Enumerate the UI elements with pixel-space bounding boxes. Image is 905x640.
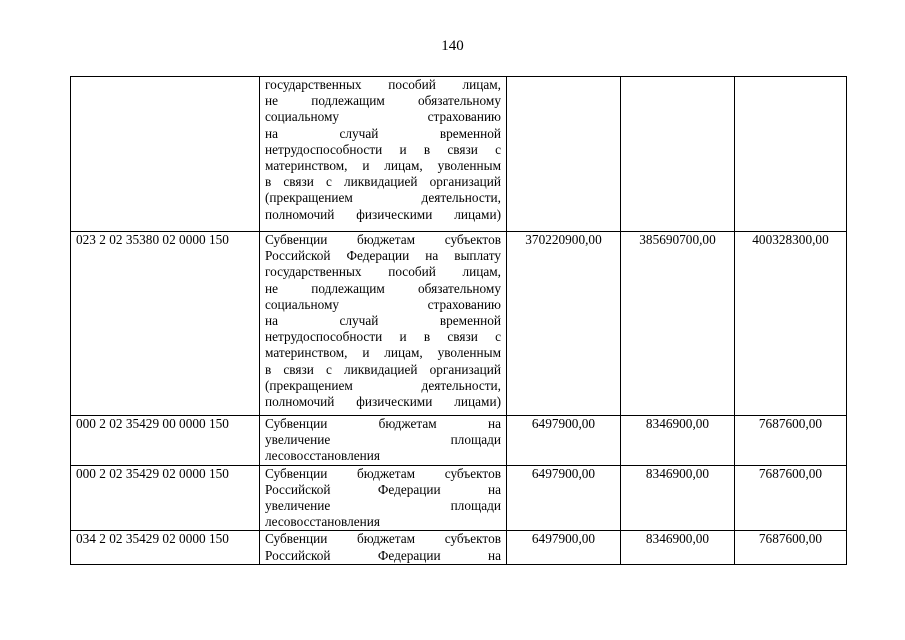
value-cell-year-3: 7687600,00 — [735, 465, 847, 531]
value-cell-year-3: 7687600,00 — [735, 416, 847, 466]
budget-table — [70, 76, 847, 565]
table-row — [71, 465, 847, 531]
description-line: увеличение площади — [265, 498, 501, 514]
description-line: лесовосстановления — [265, 448, 381, 464]
budget-table-body — [71, 77, 847, 565]
budget-code-cell: 000 2 02 35429 00 0000 150 — [71, 416, 260, 466]
description-line: (прекращением деятельности, — [265, 377, 501, 393]
value-cell-year-1: 6497900,00 — [507, 465, 621, 531]
description-line: материнством, и лицам, уволенным — [265, 345, 501, 361]
description-line: полномочий физическими лицами) — [265, 394, 501, 410]
value-cell-year-3 — [735, 77, 847, 232]
value-cell-year-2: 8346900,00 — [621, 465, 735, 531]
table-row — [71, 416, 847, 466]
table-row — [71, 77, 847, 232]
budget-code-cell: 023 2 02 35380 02 0000 150 — [71, 232, 260, 416]
value-cell-year-2: 8346900,00 — [621, 416, 735, 466]
description-line: не подлежащим обязательному — [265, 280, 501, 296]
description-line: Российской Федерации на — [265, 547, 501, 563]
value-cell-year-1: 6497900,00 — [507, 531, 621, 564]
description-cell — [260, 232, 507, 416]
description-line: государственных пособий лицам, — [265, 264, 501, 280]
description-line: Субвенции бюджетам субъектов — [265, 531, 501, 547]
description-line: Субвенции бюджетам субъектов — [265, 232, 501, 247]
description-line: нетрудоспособности и в связи с — [265, 329, 501, 345]
description-cell — [260, 465, 507, 531]
value-cell-year-3: 400328300,00 — [735, 232, 847, 416]
description-line: Российской Федерации на — [265, 481, 501, 497]
description-line: не подлежащим обязательному — [265, 93, 501, 109]
description-line: Субвенции бюджетам субъектов — [265, 465, 501, 481]
description-line: на случай временной — [265, 125, 501, 141]
description-line: социальному страхованию — [265, 296, 501, 312]
description-line: в связи с ликвидацией организаций — [265, 361, 501, 377]
budget-code-cell — [71, 77, 260, 232]
value-cell-year-1 — [507, 77, 621, 232]
description-cell — [260, 77, 507, 232]
value-cell-year-1: 370220900,00 — [507, 232, 621, 416]
description-line: Субвенции бюджетам на — [265, 416, 501, 431]
description-line: на случай временной — [265, 313, 501, 329]
description-line: полномочий физическими лицами) — [265, 206, 501, 222]
value-cell-year-1: 6497900,00 — [507, 416, 621, 466]
description-line: увеличение площади — [265, 432, 501, 448]
budget-code-cell: 034 2 02 35429 02 0000 150 — [71, 531, 260, 564]
table-row — [71, 531, 847, 564]
description-line: в связи с ликвидацией организаций — [265, 174, 501, 190]
description-line: социальному страхованию — [265, 109, 501, 125]
description-line: государственных пособий лицам, — [265, 77, 501, 92]
value-cell-year-2: 8346900,00 — [621, 531, 735, 564]
value-cell-year-2 — [621, 77, 735, 232]
description-line: нетрудоспособности и в связи с — [265, 141, 501, 157]
page-number: 140 — [441, 38, 464, 54]
description-cell — [260, 416, 507, 466]
description-line: материнством, и лицам, уволенным — [265, 158, 501, 174]
table-row — [71, 232, 847, 416]
description-line: лесовосстановления — [265, 514, 381, 530]
description-line: (прекращением деятельности, — [265, 190, 501, 206]
description-cell — [260, 531, 507, 564]
value-cell-year-3: 7687600,00 — [735, 531, 847, 564]
description-line: Российской Федерации на выплату — [265, 248, 501, 264]
budget-code-cell: 000 2 02 35429 02 0000 150 — [71, 465, 260, 531]
value-cell-year-2: 385690700,00 — [621, 232, 735, 416]
